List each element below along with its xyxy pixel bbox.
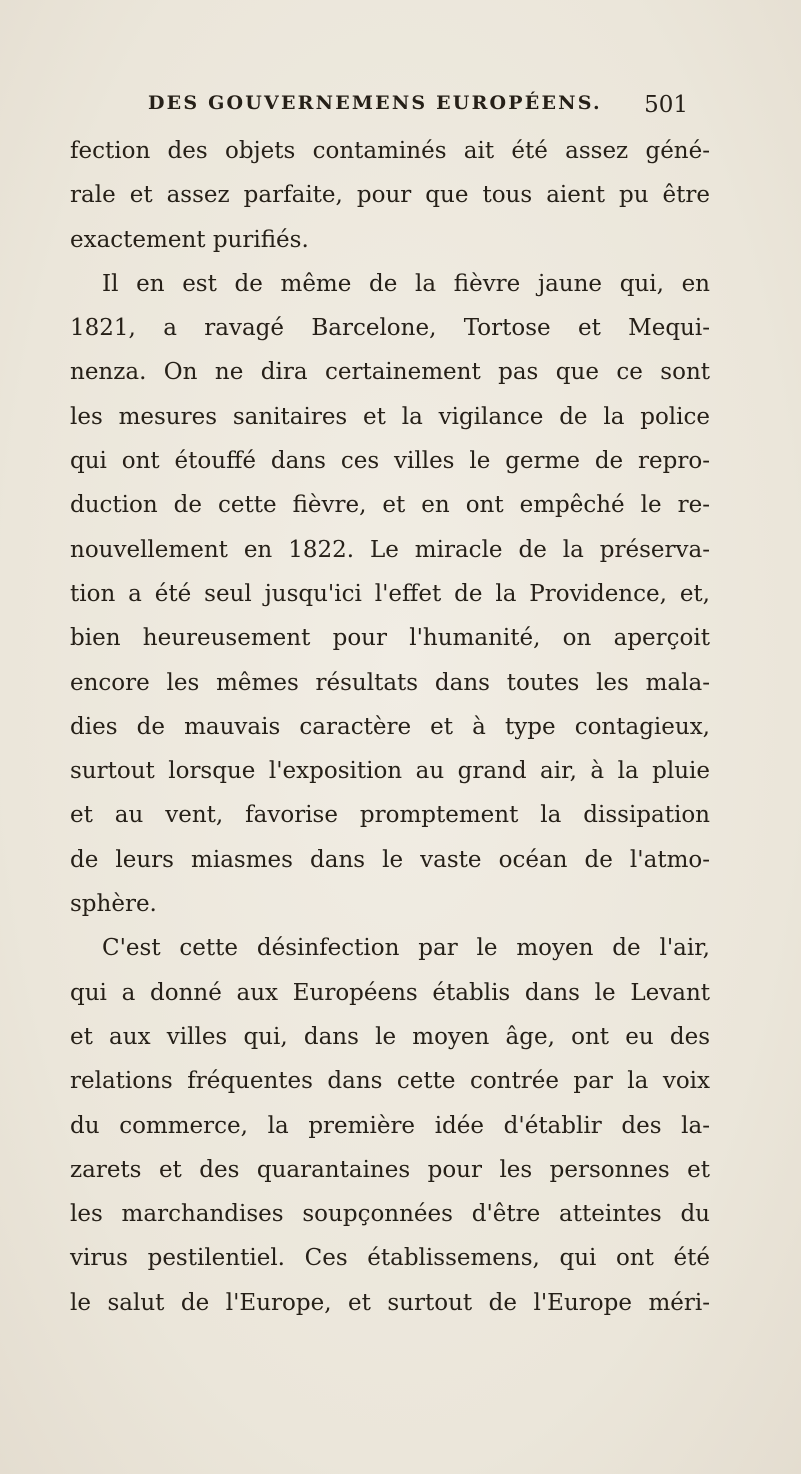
- text-line: duction de cette fièvre, et en ont empêché le re-: [70, 492, 710, 519]
- body-text: [70, 129, 710, 1325]
- text-line: fection des objets contaminés ait été assez géné-: [70, 138, 710, 164]
- text-line: 1821, a ravagé Barcelone, Tortose et Mequi-: [70, 315, 710, 342]
- running-head: DES GOUVERNEMENS EUROPÉENS.: [148, 92, 602, 114]
- text-line: dies de mauvais caractère et à type contagieux,: [70, 713, 710, 740]
- text-line: zarets et des quarantaines pour les personnes et: [70, 1156, 710, 1183]
- text-line: C'est cette désinfection par le moyen de l'air,: [102, 935, 710, 962]
- text-line: surtout lorsque l'exposition au grand air, à la pluie: [70, 758, 710, 785]
- text-line: tion a été seul jusqu'ici l'effet de la Providence, et,: [70, 580, 710, 607]
- text-line: et aux villes qui, dans le moyen âge, ont eu des: [70, 1023, 710, 1050]
- text-line: qui ont étouffé dans ces villes le germe de repro-: [70, 448, 710, 475]
- page-number: 501: [644, 92, 688, 118]
- text-line: sphère.: [70, 891, 157, 918]
- text-line: exactement purifiés.: [70, 226, 309, 253]
- text-line: de leurs miasmes dans le vaste océan de l'atmo-: [70, 846, 710, 873]
- text-line: les mesures sanitaires et la vigilance de la police: [70, 403, 710, 430]
- text-line: virus pestilentiel. Ces établissemens, qui ont été: [70, 1245, 710, 1272]
- text-line: nenza. On ne dira certainement pas que ce sont: [70, 359, 710, 386]
- text-line: rale et assez parfaite, pour que tous aient pu être: [70, 182, 710, 209]
- text-line: bien heureusement pour l'humanité, on aperçoit: [70, 625, 710, 652]
- text-line: nouvellement en 1822. Le miracle de la préserva-: [70, 536, 710, 563]
- text-line: et au vent, favorise promptement la dissipation: [70, 802, 710, 829]
- text-line: les marchandises soupçonnées d'être atteintes du: [70, 1201, 710, 1228]
- text-line: du commerce, la première idée d'établir des la-: [70, 1112, 710, 1139]
- text-line: Il en est de même de la fièvre jaune qui, en: [102, 270, 710, 297]
- text-line: qui a donné aux Européens établis dans le Levant: [70, 979, 710, 1006]
- page-header: [148, 92, 688, 132]
- text-line: relations fréquentes dans cette contrée par la voix: [70, 1068, 710, 1095]
- text-line: le salut de l'Europe, et surtout de l'Europe méri-: [70, 1289, 710, 1316]
- text-line: encore les mêmes résultats dans toutes les mala-: [70, 669, 710, 696]
